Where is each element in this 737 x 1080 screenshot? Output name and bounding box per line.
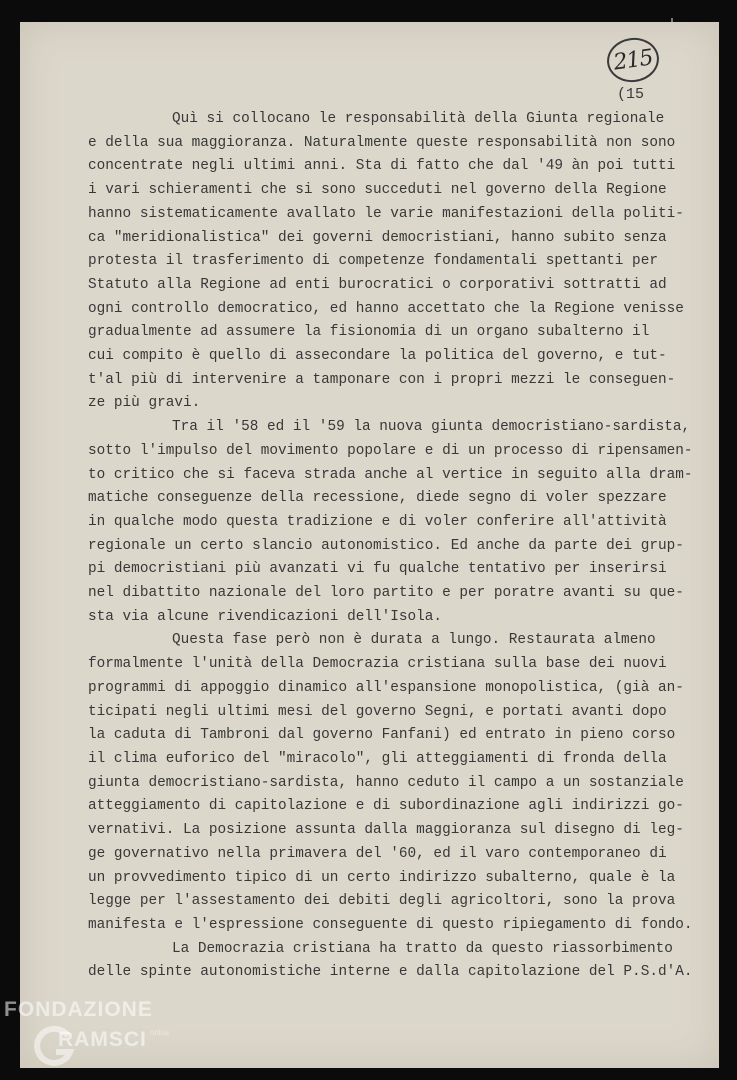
text-line: Questa fase però non è durata a lungo. Restaurata almeno bbox=[172, 632, 656, 649]
text-line: Quì si collocano le responsabilità della Giunta regionale bbox=[172, 111, 665, 127]
watermark-suffix: onlus bbox=[150, 1028, 170, 1037]
text-line: in qualche modo questa tradizione e di voler conferire all'attività bbox=[88, 513, 667, 530]
text-line: vernativi. La posizione assunta dalla maggioranza sul disegno di leg- bbox=[88, 822, 684, 839]
text-line: sta via alcune rivendicazioni dell'Isola. bbox=[88, 608, 443, 625]
body-text bbox=[88, 108, 693, 985]
text-line: pi democristiani più avanzati vi fu qualche tentativo per inserirsi bbox=[88, 561, 667, 578]
text-line: atteggiamento di capitolazione e di subordinazione agli indirizzi go- bbox=[88, 798, 684, 815]
text-line: Tra il '58 ed il '59 la nuova giunta democristiano-sardista, bbox=[172, 419, 691, 436]
watermark-line2: RAMSCI bbox=[58, 1028, 147, 1051]
text-line: protesta il trasferimento di competenze fondamentali spettanti per bbox=[88, 253, 658, 270]
text-line: hanno sistematicamente avallato le varie manifestazioni della politi- bbox=[88, 205, 684, 222]
text-line: ge governativo nella primavera del '60, ed il varo contemporaneo di bbox=[88, 845, 667, 862]
text-line: i vari schieramenti che si sono succeduti nel governo della Regione bbox=[88, 182, 667, 199]
text-line: ca "meridionalistica" dei governi democristiani, hanno subito senza bbox=[88, 229, 667, 246]
text-line: concentrate negli ultimi anni. Sta di fatto che dal '49 àn poi tutti bbox=[88, 158, 676, 175]
text-line: nel dibattito nazionale del loro partito e per poratre avanti su que- bbox=[88, 585, 684, 602]
text-line: ogni controllo democratico, ed hanno accettato che la Regione venisse bbox=[88, 300, 684, 317]
text-line: e della sua maggioranza. Naturalmente queste responsabilità non sono bbox=[88, 134, 676, 151]
text-line: delle spinte autonomistiche interne e dalla capitolazione del P.S.d'A. bbox=[88, 964, 693, 981]
text-line: sotto l'impulso del movimento popolare e di un processo di ripensamen- bbox=[88, 442, 693, 459]
text-line: to critico che si faceva strada anche al vertice in seguito alla dram- bbox=[88, 466, 693, 483]
text-line: il clima euforico del "miracolo", gli atteggiamenti di fronda della bbox=[88, 750, 667, 767]
text-line: cui compito è quello di assecondare la politica del governo, e tut- bbox=[88, 348, 667, 365]
fondazione-gramsci-watermark bbox=[4, 998, 204, 1078]
text-line: Statuto alla Regione ad enti burocratici o corporativi sottratti ad bbox=[88, 276, 667, 293]
text-line: legge per l'assestamento dei debiti degli agricoltori, sono la prova bbox=[88, 893, 676, 910]
text-line: gradualmente ad assumere la fisionomia di un organo subalterno il bbox=[88, 324, 650, 341]
text-line: t'al più di intervenire a tamponare con i propri mezzi le conseguen- bbox=[88, 371, 676, 388]
page-number: (15 bbox=[617, 86, 645, 103]
text-line: la caduta di Tambroni dal governo Fanfani) ed entrato in pieno corso bbox=[88, 727, 676, 744]
text-line: ze più gravi. bbox=[88, 395, 201, 412]
text-line: manifesta e l'espressione conseguente di questo ripiegamento di fondo. bbox=[88, 916, 693, 933]
text-line: regionale un certo slancio autonomistico. Ed anche da parte dei grup- bbox=[88, 537, 684, 554]
text-line: programmi di appoggio dinamico all'espansione monopolistica, (già an- bbox=[88, 679, 684, 696]
watermark-line1: FONDAZIONE bbox=[4, 998, 153, 1021]
text-line: formalmente l'unità della Democrazia cristiana sulla base dei nuovi bbox=[88, 656, 667, 673]
text-line: un provvedimento tipico di un certo indirizzo subalterno, quale è la bbox=[88, 869, 676, 886]
text-line: La Democrazia cristiana ha tratto da questo riassorbimento bbox=[172, 940, 673, 957]
text-line: giunta democristiano-sardista, hanno ceduto il campo a un sostanziale bbox=[88, 774, 684, 791]
text-line: matiche conseguenze della recessione, diede segno di voler spezzare bbox=[88, 490, 667, 507]
archive-number: 215 bbox=[611, 44, 655, 76]
text-line: ticipati negli ultimi mesi del governo Segni, e portati avanti dopo bbox=[88, 703, 667, 720]
